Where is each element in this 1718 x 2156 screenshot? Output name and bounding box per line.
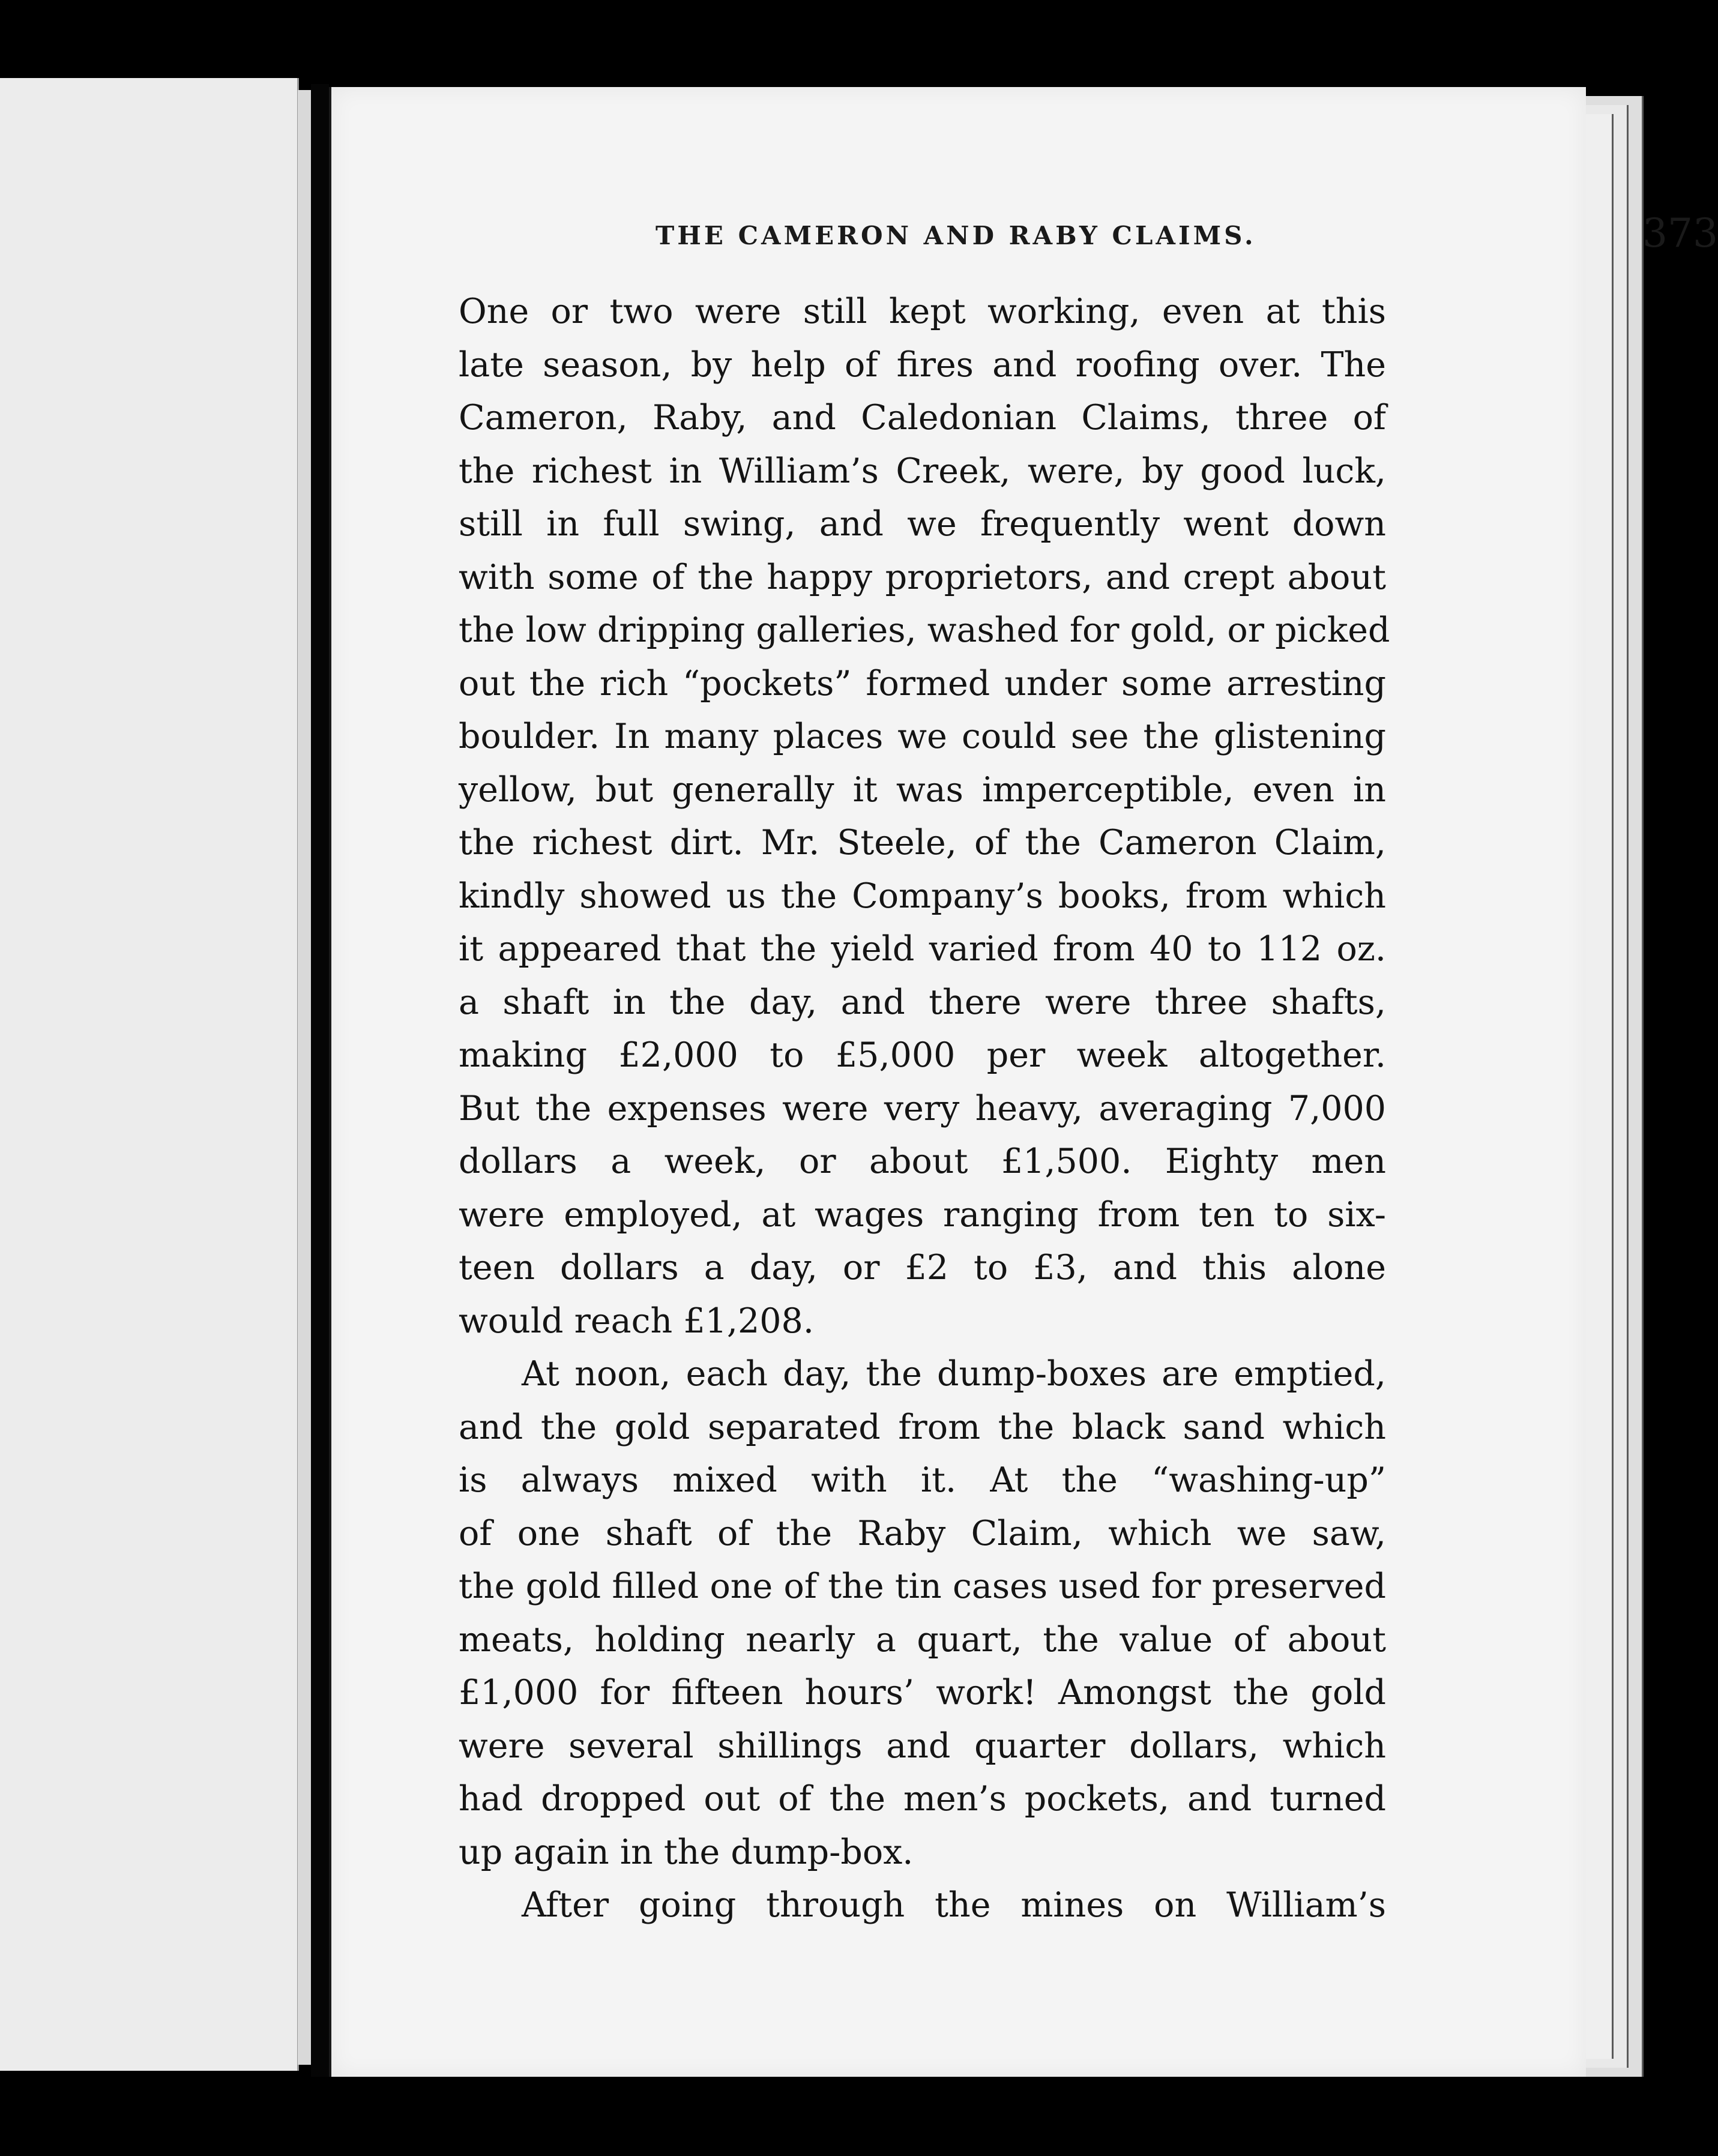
text-line: £1,000 for fifteen hours’ work! Amongst the gold [459,1673,1386,1712]
text-line: had dropped out of the men’s pockets, and turned [459,1779,1386,1819]
body-text [459,285,1390,1932]
text-line: it appeared that the yield varied from 40 to 112 oz. [459,929,1386,969]
running-head-title: THE CAMERON AND RABY CLAIMS. [656,221,1256,250]
text-line: the richest in William’s Creek, were, by good luck, [459,451,1386,491]
text-line: After going through the mines on William’s [522,1885,1386,1925]
text-line: were employed, at wages ranging from ten to six- [459,1194,1386,1235]
book-page [329,87,1718,2077]
text-line: with some of the happy proprietors, and crept about [459,557,1386,597]
text-line: late season, by help of fires and roofing over. The [459,345,1386,385]
text-line: boulder. In many places we could see the glistening [459,717,1386,756]
text-line: Cameron, Raby, and Caledonian Claims, three of [459,398,1386,438]
facing-page-left [0,78,299,2071]
running-head [656,210,1718,264]
text-line: out the rich “pockets” formed under some arresting [459,663,1386,703]
page-number: 373 [1642,210,1718,256]
text-line: and the gold separated from the black sand which [459,1407,1386,1447]
text-line: still in full swing, and we frequently went down [459,504,1386,544]
book-gutter [311,84,329,2077]
text-line: dollars a week, or about £1,500. Eighty men [459,1142,1386,1181]
text-line: But the expenses were very heavy, averaging 7,000 [459,1088,1386,1128]
text-line: of one shaft of the Raby Claim, which we saw, [459,1513,1386,1553]
text-line: a shaft in the day, and there were three shafts, [459,982,1386,1022]
text-line: teen dollars a day, or £2 to £3, and this alone [459,1248,1386,1287]
text-line: yellow, but generally it was imperceptible, even in [459,769,1386,810]
text-line: making £2,000 to £5,000 per week altogether. [459,1035,1386,1075]
text-line: the low dripping galleries, washed for gold, or picked [459,610,1390,650]
text-line: the gold filled one of the tin cases used for preserved [459,1567,1386,1606]
facing-page-edge [298,90,311,2065]
text-line: kindly showed us the Company’s books, from which [459,876,1386,916]
text-line: would reach £1,208. [459,1301,814,1341]
text-line: up again in the dump-box. [459,1832,914,1872]
text-line: is always mixed with it. At the “washing-up” [459,1460,1386,1500]
text-line: At noon, each day, the dump-boxes are emptied, [522,1354,1386,1394]
text-line: were several shillings and quarter dollars, which [459,1726,1386,1766]
text-line: One or two were still kept working, even at this [459,292,1386,331]
text-line: the richest dirt. Mr. Steele, of the Cameron Claim, [459,823,1386,863]
text-line: meats, holding nearly a quart, the value of about [459,1619,1386,1660]
